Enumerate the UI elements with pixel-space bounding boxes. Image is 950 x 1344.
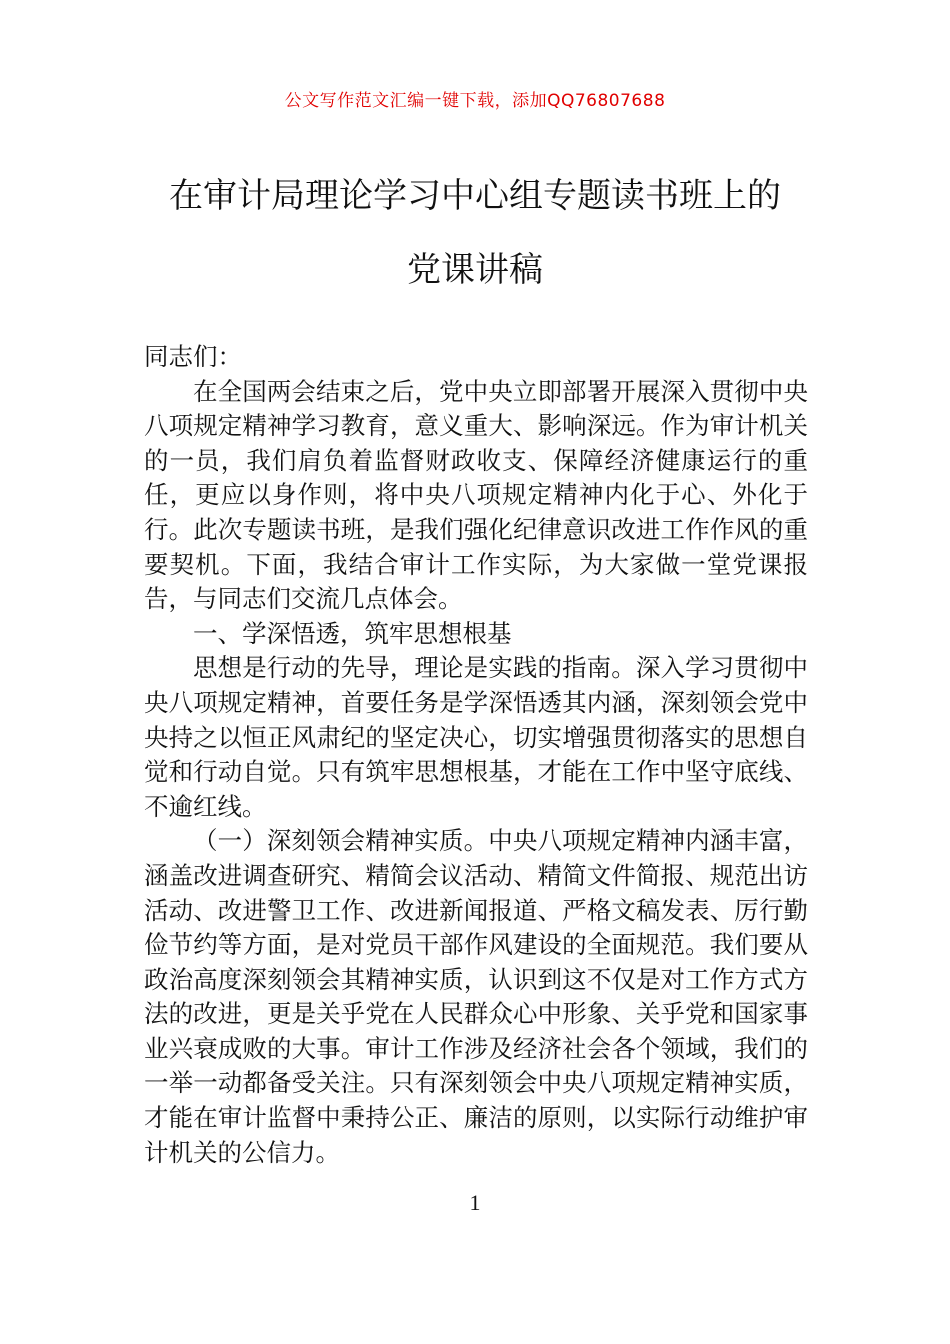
document-title-line-2: 党课讲稿 [407, 250, 543, 290]
page-number: 1 [469, 1190, 481, 1215]
paragraph-section-1: 思想是行动的先导，理论是实践的指南。深入学习贯彻中央八项规定精神，首要任务是学深悟透其内涵，深刻领会党中央持之以恒正风肃纪的坚定决心，切实增强贯彻落实的思想自觉和行动自觉。只有筑牢思想根基，才能在工作中坚守底线、不逾红线。 [144, 653, 808, 821]
section-heading-1: 一、学深悟透，筑牢思想根基 [193, 618, 512, 648]
document-body [144, 340, 808, 1170]
paragraph-subsection-1: （一）深刻领会精神实质。中央八项规定精神内涵丰富，涵盖改进调查研究、精简会议活动、精简文件简报、规范出访活动、改进警卫工作、改进新闻报道、严格文稿发表、厉行勤俭节约等方面，是对党员干部作风建设的全面规范。我们要从政治高度深刻领会其精神实质，认识到这不仅是对工作方式方法的改进，更是关乎党在人民群众心中形象、关乎党和国家事业兴衰成败的大事。审计工作涉及经济社会各个领域，我们的一举一动都备受关注。只有深刻领会中央八项规定精神实质，才能在审计监督中秉持公正、廉洁的原则，以实际行动维护审计机关的公信力。 [144, 826, 808, 1167]
paragraph-intro: 在全国两会结束之后，党中央立即部署开展深入贯彻中央八项规定精神学习教育，意义重大、影响深远。作为审计机关的一员，我们肩负着监督财政收支、保障经济健康运行的重任，更应以身作则，将中央八项规定精神内化于心、外化于行。此次专题读书班，是我们强化纪律意识改进工作作风的重要契机。下面，我结合审计工作实际，为大家做一堂党课报告，与同志们交流几点体会。 [144, 376, 808, 614]
promo-header-text: 公文写作范文汇编一键下载，添加QQ76807688 [284, 91, 666, 111]
salutation: 同志们： [144, 342, 242, 371]
document-title-line-1: 在审计局理论学习中心组专题读书班上的 [169, 176, 781, 216]
